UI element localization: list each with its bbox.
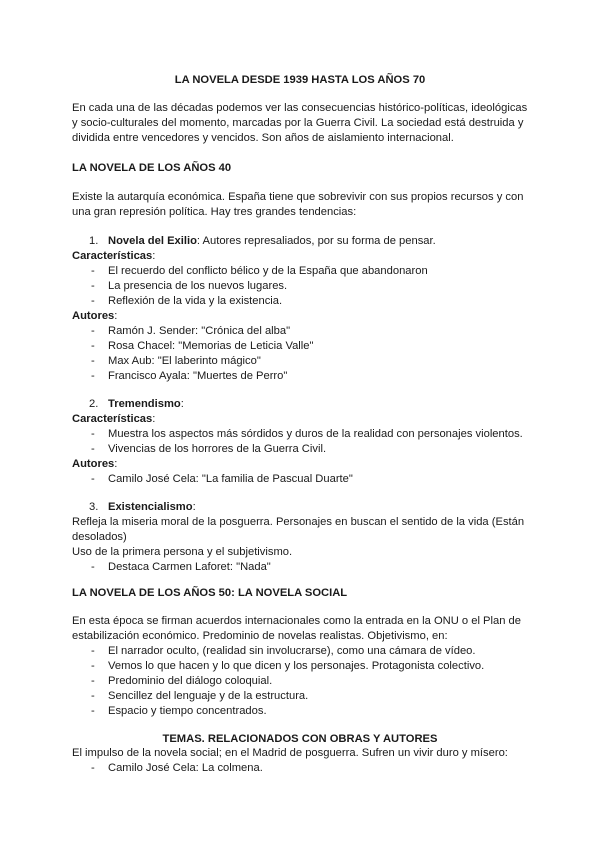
label-colon: :	[114, 458, 118, 470]
label-autores	[72, 457, 117, 472]
heading-temas: TEMAS. RELACIONADOS CON OBRAS Y AUTORES	[162, 733, 438, 745]
list-item: Max Aub: "El laberinto mágico"	[108, 355, 261, 367]
bullet-dash: -	[91, 428, 95, 440]
bullet-dash: -	[91, 355, 95, 367]
bullet-dash: -	[91, 561, 95, 573]
trend-colon: :	[192, 501, 196, 513]
list-item: Reflexión de la vida y la existencia.	[108, 295, 283, 307]
intro-line: y socio-culturales del momento, marcadas por la Guerra Civil. La sociedad está destruida y	[72, 117, 524, 129]
list-item: Sencillez del lenguaje y de la estructura.	[108, 690, 309, 702]
bullet-dash: -	[91, 473, 95, 485]
trend-existencialismo	[108, 500, 196, 515]
bullet-dash: -	[91, 675, 95, 687]
bullet-dash: -	[91, 340, 95, 352]
paragraph-line: estabilización económico. Predominio de novelas realistas. Objetivismo, en:	[72, 630, 448, 642]
trend-name: Tremendismo	[108, 398, 181, 410]
label-autores	[72, 309, 117, 324]
document-title: LA NOVELA DESDE 1939 HASTA LOS AÑOS 70	[174, 74, 426, 86]
list-item: Vivencias de los horrores de la Guerra Civil.	[108, 443, 327, 455]
list-item: Ramón J. Sender: "Crónica del alba"	[108, 325, 291, 337]
heading-50s: LA NOVELA DE LOS AÑOS 50: LA NOVELA SOCIAL	[72, 587, 348, 599]
list-item: La presencia de los nuevos lugares.	[108, 280, 288, 292]
bullet-dash: -	[91, 370, 95, 382]
trend-exilio	[108, 234, 436, 249]
label-text: Autores	[72, 458, 115, 470]
paragraph-line: Existe la autarquía económica. España tiene que sobrevivir con sus propios recursos y con	[72, 191, 524, 203]
list-item: Predominio del diálogo coloquial.	[108, 675, 273, 687]
list-item: Francisco Ayala: "Muertes de Perro"	[108, 370, 288, 382]
paragraph-line: una gran represión política. Hay tres grandes tendencias:	[72, 206, 357, 218]
bullet-dash: -	[91, 660, 95, 672]
bullet-dash: -	[91, 690, 95, 702]
intro-line: dividida entre vencedores y vencidos. Son años de aislamiento internacional.	[72, 132, 454, 144]
paragraph-line: desolados)	[72, 531, 127, 543]
list-number: 2.	[89, 398, 99, 410]
list-item: Camilo José Cela: La colmena.	[108, 762, 263, 774]
list-item: Camilo José Cela: "La familia de Pascual Duarte"	[108, 473, 353, 485]
label-colon: :	[152, 413, 156, 425]
paragraph-line: En esta época se firman acuerdos internacionales como la entrada en la ONU o el Plan de	[72, 615, 522, 627]
trend-name: Existencialismo	[108, 501, 193, 513]
list-item: El recuerdo del conflicto bélico y de la España que abandonaron	[108, 265, 428, 277]
heading-40s: LA NOVELA DE LOS AÑOS 40	[72, 162, 232, 174]
list-item: Muestra los aspectos más sórdidos y duros de la realidad con personajes violentos.	[108, 428, 523, 440]
trend-name: Novela del Exilio	[108, 235, 197, 247]
bullet-dash: -	[91, 295, 95, 307]
bullet-dash: -	[91, 443, 95, 455]
label-caracteristicas	[72, 412, 155, 427]
list-item: Rosa Chacel: "Memorias de Leticia Valle"	[108, 340, 314, 352]
label-text: Características	[72, 413, 153, 425]
list-item: El narrador oculto, (realidad sin involucrarse), como una cámara de vídeo.	[108, 645, 476, 657]
bullet-dash: -	[91, 762, 95, 774]
list-item: Espacio y tiempo concentrados.	[108, 705, 267, 717]
trend-tremendismo	[108, 397, 184, 412]
trend-colon: :	[180, 398, 184, 410]
paragraph-line: Refleja la miseria moral de la posguerra. Personajes en buscan el sentido de la vida (Están	[72, 516, 525, 528]
bullet-dash: -	[91, 645, 95, 657]
list-number: 3.	[89, 501, 99, 513]
label-text: Características	[72, 250, 153, 262]
paragraph-line: Uso de la primera persona y el subjetivismo.	[72, 546, 293, 558]
bullet-dash: -	[91, 265, 95, 277]
list-item: Destaca Carmen Laforet: "Nada"	[108, 561, 271, 573]
list-item: Vemos lo que hacen y lo que dicen y los personajes. Protagonista colectivo.	[108, 660, 485, 672]
bullet-dash: -	[91, 705, 95, 717]
label-caracteristicas	[72, 249, 155, 264]
paragraph-line: El impulso de la novela social; en el Madrid de posguerra. Sufren un vivir duro y mísero:	[72, 747, 508, 759]
bullet-dash: -	[91, 325, 95, 337]
bullet-dash: -	[91, 280, 95, 292]
label-colon: :	[114, 310, 118, 322]
trend-description: : Autores represaliados, por su forma de pensar.	[196, 235, 436, 247]
list-number: 1.	[89, 235, 99, 247]
intro-line: En cada una de las décadas podemos ver las consecuencias histórico-políticas, ideológicas	[72, 102, 528, 114]
label-colon: :	[152, 250, 156, 262]
label-text: Autores	[72, 310, 115, 322]
